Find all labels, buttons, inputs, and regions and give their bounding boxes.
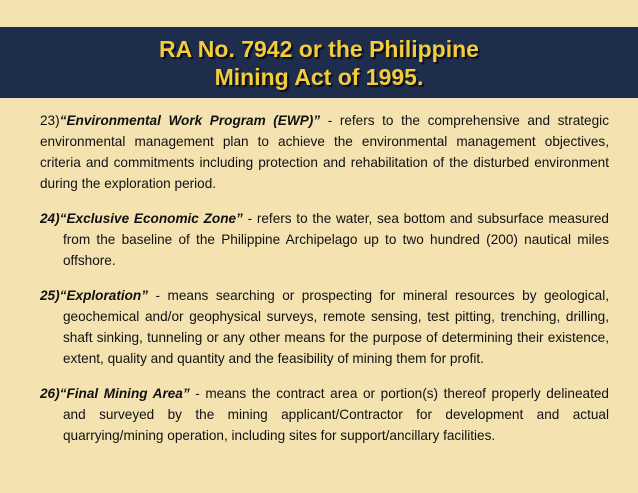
title-banner (0, 27, 638, 98)
definition-text: - refers to the water, sea bottom and subsurface measured from the baseline of the Philippine Archipelago up to two hundred (200) nautical miles offshore. (63, 211, 609, 268)
slide-title-line-1: RA No. 7942 or the Philippine (159, 36, 479, 62)
definition-number: 23) (40, 113, 60, 128)
definition-item-25 (40, 285, 609, 369)
definition-item-23 (40, 110, 609, 194)
definition-number: 26) (40, 386, 60, 401)
definition-number: 25) (40, 288, 60, 303)
definition-item-26 (40, 383, 609, 446)
slide-top-margin (0, 0, 638, 27)
definition-term: “Final Mining Area” (59, 386, 190, 401)
definition-term: “Exclusive Economic Zone” (59, 211, 243, 226)
slide-title-line-2: Mining Act of 1995. (214, 64, 424, 90)
definition-item-24 (40, 208, 609, 271)
definition-term: “Environmental Work Program (EWP)” (59, 113, 321, 128)
definition-text: - refers to the comprehensive and strategic environmental management plan to achieve the environmental management objectives, criteria and commitments including protection and rehabilitation of the disturbed environment during the exploration period. (40, 113, 609, 191)
definition-text: - means searching or prospecting for mineral resources by geological, geochemical and/or geophysical surveys, remote sensing, test pitting, trenching, drilling, shaft sinking, tunneling or any other means for the purpose of determining their existence, extent, quality and quantity and the feasibility of mining them for profit. (63, 288, 609, 366)
definition-term: “Exploration” (59, 288, 149, 303)
definitions-list (40, 110, 609, 446)
definition-text: - means the contract area or portion(s) thereof properly delineated and surveyed by the mining applicant/Contractor for development and actual quarrying/mining operation, including sites for support/ancillary facilities. (63, 386, 609, 443)
definition-number: 24) (40, 211, 60, 226)
